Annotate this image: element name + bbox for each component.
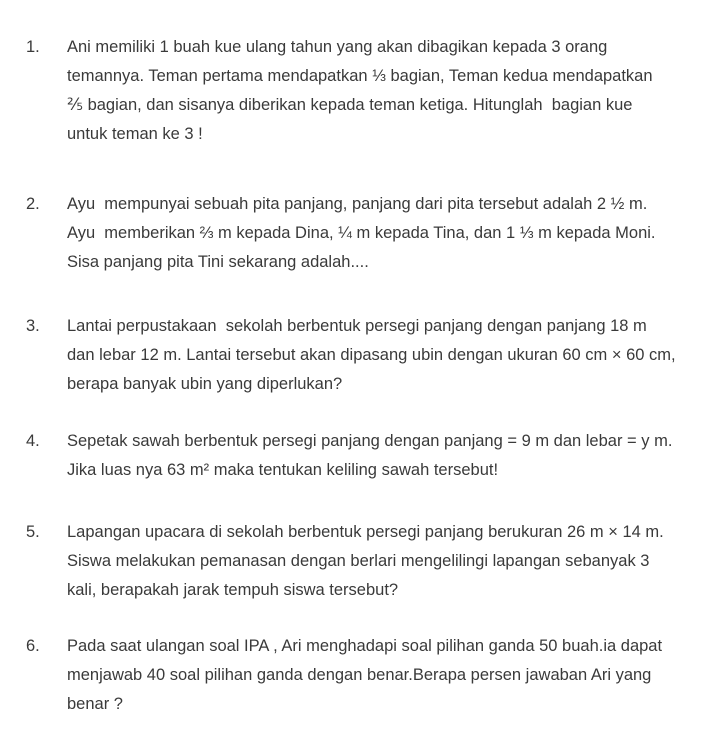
question-line: Sepetak sawah berbentuk persegi panjang dengan panjang = 9 m dan lebar = y m. bbox=[67, 432, 673, 450]
question-line: Sisa panjang pita Tini sekarang adalah.... bbox=[67, 253, 369, 271]
question-text bbox=[67, 518, 694, 605]
question-text bbox=[67, 312, 694, 399]
question-text bbox=[67, 33, 694, 149]
question-item bbox=[26, 312, 694, 399]
question-item bbox=[26, 190, 694, 277]
question-line: Pada saat ulangan soal IPA , Ari menghadapi soal pilihan ganda 50 buah.ia dapat bbox=[67, 637, 663, 655]
question-line: Jika luas nya 63 m² maka tentukan keliling sawah tersebut! bbox=[67, 461, 499, 479]
question-line: Ani memiliki 1 buah kue ulang tahun yang akan dibagikan kepada 3 orang bbox=[67, 38, 608, 56]
question-number: 1. bbox=[26, 38, 40, 56]
question-text bbox=[67, 190, 694, 277]
question-number: 2. bbox=[26, 195, 40, 213]
question-line: dan lebar 12 m. Lantai tersebut akan dipasang ubin dengan ukuran 60 cm × 60 cm, bbox=[67, 346, 676, 364]
question-number: 5. bbox=[26, 523, 40, 541]
question-line: Ayu mempunyai sebuah pita panjang, panjang dari pita tersebut adalah 2 ½ m. bbox=[67, 195, 648, 213]
question-number: 4. bbox=[26, 432, 40, 450]
question-line: menjawab 40 soal pilihan ganda dengan benar.Berapa persen jawaban Ari yang bbox=[67, 666, 652, 684]
question-number: 3. bbox=[26, 317, 40, 335]
question-line: berapa banyak ubin yang diperlukan? bbox=[67, 375, 343, 393]
question-line: ⅖ bagian, dan sisanya diberikan kepada teman ketiga. Hitunglah bagian kue bbox=[67, 96, 633, 114]
question-line: Lantai perpustakaan sekolah berbentuk persegi panjang dengan panjang 18 m bbox=[67, 317, 647, 335]
question-text bbox=[67, 427, 694, 485]
question-list bbox=[26, 33, 694, 719]
question-line: temannya. Teman pertama mendapatkan ⅓ bagian, Teman kedua mendapatkan bbox=[67, 67, 653, 85]
question-text bbox=[67, 632, 694, 719]
question-line: untuk teman ke 3 ! bbox=[67, 125, 203, 143]
question-line: Siswa melakukan pemanasan dengan berlari mengelilingi lapangan sebanyak 3 bbox=[67, 552, 650, 570]
question-line: Lapangan upacara di sekolah berbentuk persegi panjang berukuran 26 m × 14 m. bbox=[67, 523, 664, 541]
question-item bbox=[26, 632, 694, 719]
question-line: Ayu memberikan ⅔ m kepada Dina, ¼ m kepada Tina, dan 1 ⅓ m kepada Moni. bbox=[67, 224, 656, 242]
question-line: kali, berapakah jarak tempuh siswa tersebut? bbox=[67, 581, 399, 599]
question-item bbox=[26, 33, 694, 149]
question-item bbox=[26, 427, 694, 485]
question-number: 6. bbox=[26, 637, 40, 655]
question-line: benar ? bbox=[67, 695, 123, 713]
question-item bbox=[26, 518, 694, 605]
